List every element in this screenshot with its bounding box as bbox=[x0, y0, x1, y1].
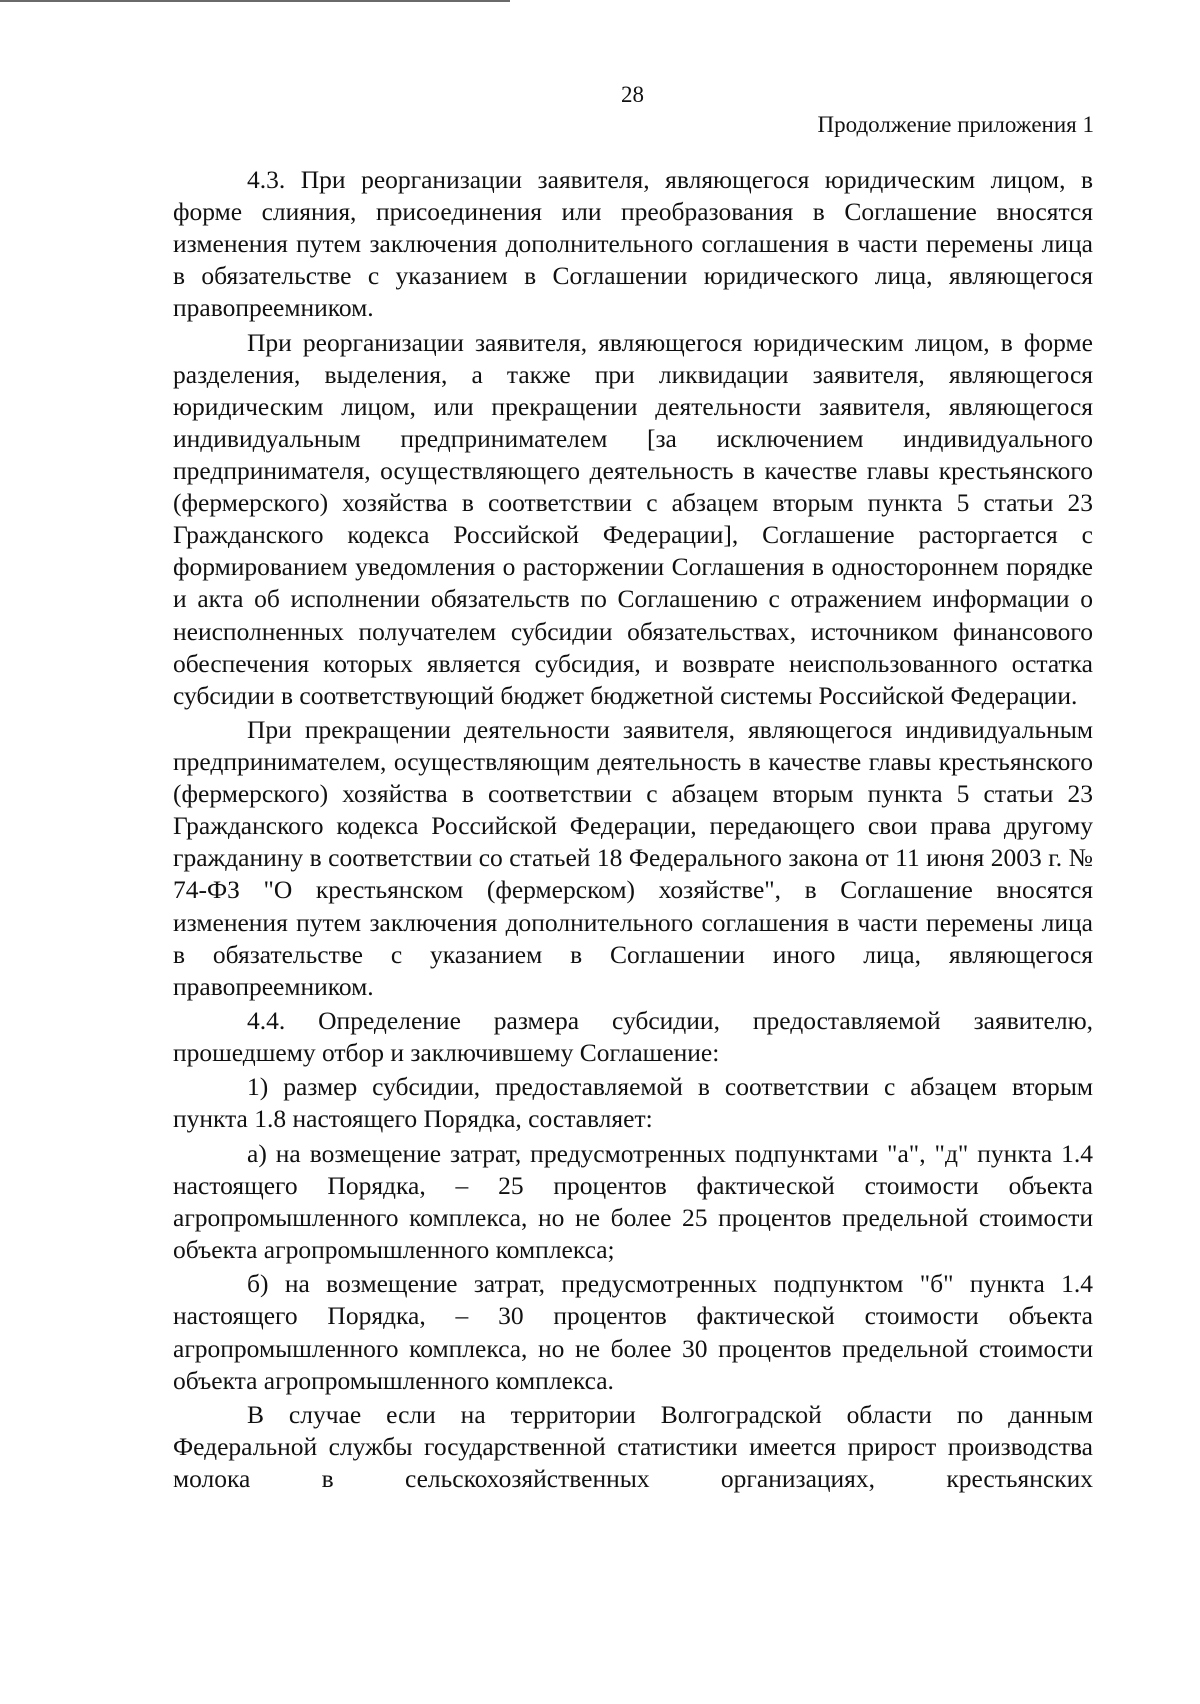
appendix-continuation-note: Продолжение приложения 1 bbox=[817, 112, 1094, 137]
paragraph-item-1: 1) размер субсидии, предоставляемой в соответствии с абзацем вторым пункта 1.8 настоящего Порядка, составляет: bbox=[173, 1072, 1093, 1134]
paragraph-reorganization-termination: При реорганизации заявителя, являющегося юридическим лицом, в форме разделения, выделения, а также при ликвидации заявителя, являющегося юридическим лицом, или прекращении деятельности заявителя, являющегося индивидуальным предпринимателем [за исключением индивидуального предпринимателя, осуществляющего деятельность в качестве главы крестьянского (фермерского) хозяйства в соответствии с абзацем вторым пункта 5 статьи 23 Гражданского кодекса Российской Федерации], Соглашение расторгается с формированием уведомления о расторжении Соглашения в одностороннем порядке и акта об исполнении обязательств по Соглашению с отражением информации о неисполненных получателем субсидии обязательствах, источником финансового обеспечения которых является субсидия, и возврате неиспользованного остатка субсидии в соответствующий бюджет бюджетной системы Российской Федерации. bbox=[173, 327, 1093, 710]
paragraph-milk-production: В случае если на территории Волгоградской области по данным Федеральной службы государственной статистики имеется прирост производства молока в сельскохозяйственных организациях, крестьянских bbox=[173, 1399, 1093, 1494]
scan-edge-line bbox=[0, 0, 510, 2]
paragraph-subitem-a: а) на возмещение затрат, предусмотренных подпунктами "а", "д" пункта 1.4 настоящего Порядка, – 25 процентов фактической стоимости объекта агропромышленного комплекса, но не более 25 процентов предельной стоимости объекта агропромышленного комплекса; bbox=[173, 1138, 1093, 1265]
paragraph-4-4: 4.4. Определение размера субсидии, предоставляемой заявителю, прошедшему отбор и заключившему Соглашение: bbox=[173, 1006, 1093, 1068]
document-body bbox=[173, 164, 1093, 1495]
page-number: 28 bbox=[621, 82, 644, 107]
paragraph-subitem-b: б) на возмещение затрат, предусмотренных подпунктом "б" пункта 1.4 настоящего Порядка, – 30 процентов фактической стоимости объекта агропромышленного комплекса, но не более 30 процентов предельной стоимости объекта агропромышленного комплекса. bbox=[173, 1269, 1093, 1395]
paragraph-4-3: 4.3. При реорганизации заявителя, являющегося юридическим лицом, в форме слияния, присоединения или преобразования в Соглашение вносятся изменения путем заключения дополнительного соглашения в части перемены лица в обязательстве с указанием в Соглашении юридического лица, являющегося правопреемником. bbox=[173, 165, 1093, 323]
paragraph-farm-head-termination: При прекращении деятельности заявителя, являющегося индивидуальным предпринимателем, осуществляющим деятельность в качестве главы крестьянского (фермерского) хозяйства в соответствии с абзацем вторым пункта 5 статьи 23 Гражданского кодекса Российской Федерации, передающего свои права другому гражданину в соответствии со статьей 18 Федерального закона от 11 июня 2003 г. № 74-ФЗ "О крестьянском (фермерском) хозяйстве", в Соглашение вносятся изменения путем заключения дополнительного соглашения в части перемены лица в обязательстве с указанием в Соглашении иного лица, являющегося правопреемником. bbox=[173, 714, 1093, 1001]
